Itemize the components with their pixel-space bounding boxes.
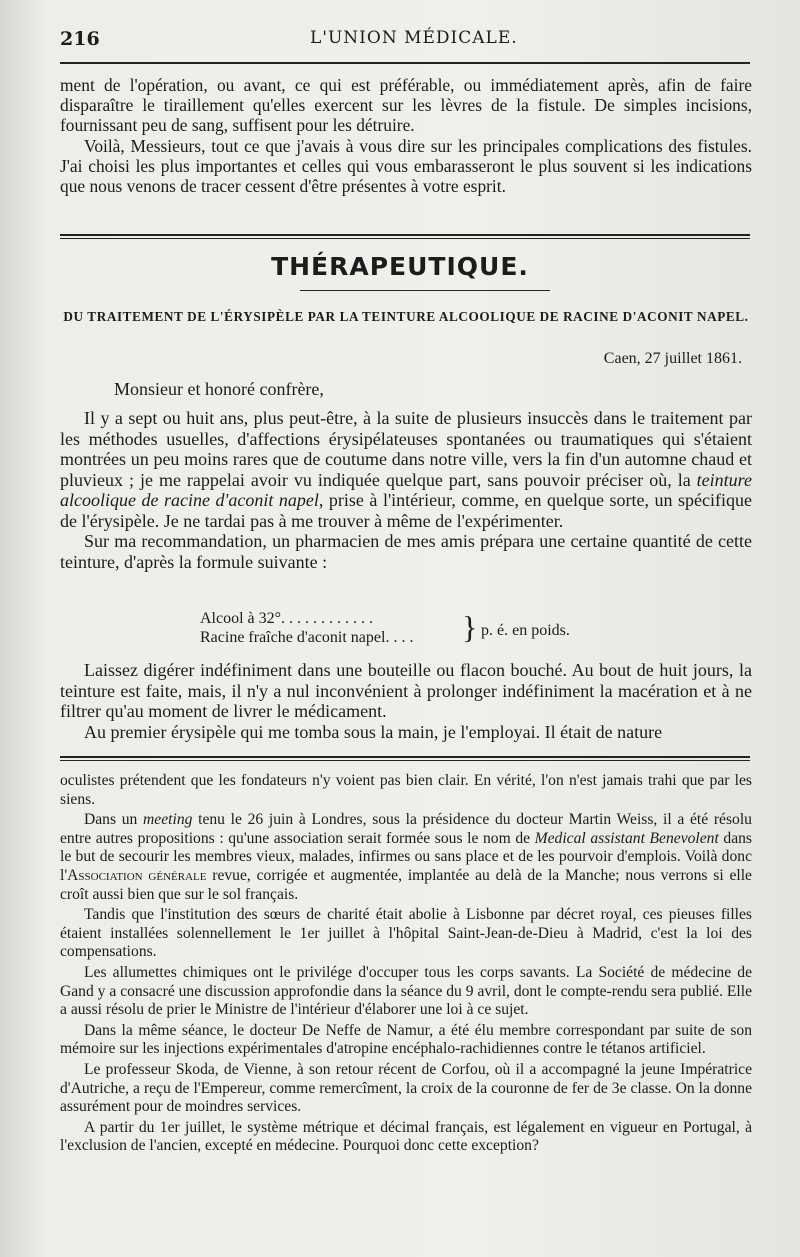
paragraph: Les allumettes chimiques ont le privilége d'occuper tous les corps savants. La Société de médecine de Gand y a consacré une discussion approfondie dans la séance du 9 avril, dont le compte-rendu sera publié. Elle a aussi résolu de prier le Ministre de l'intérieur d'élaborer une loi à ce sujet.	[60, 963, 752, 1019]
letter-body-continued	[60, 660, 752, 742]
running-head	[0, 28, 800, 58]
paragraph: oculistes prétendent que les fondateurs n'y voient pas bien clair. En vérité, l'on n'est jamais trahi que par les siens.	[60, 772, 752, 808]
text-run: tenu le 26 juin à Londres, sous la présidence du docteur Martin Weiss, il a été résolu entre autres propositions : qu'une association serait formée sous le nom de	[60, 811, 752, 847]
formula-quantity: p. é. en poids.	[481, 622, 570, 639]
formula-line: Racine fraîche d'aconit napel. . . .	[200, 629, 414, 646]
dateline: Caen, 27 juillet 1861.	[603, 350, 742, 367]
feuilleton-text	[60, 772, 752, 1156]
paragraph: ment de l'opération, ou avant, ce qui est préférable, ou immédiatement après, afin de faire disparaître le tiraillement qu'elles exercent sur les lèvres de la fistule. De simples incisions, fournissant peu de sang, suffisent pour les détruire.	[60, 75, 752, 136]
text-run: , prise à l'intérieur, comme, en quelque sorte, un spécifique de l'érysipèle. Je ne tardai pas à me trouver à même de l'expérimenter.	[60, 490, 752, 531]
paragraph	[60, 408, 752, 531]
paragraph: Voilà, Messieurs, tout ce que j'avais à vous dire sur les principales complications des fistules. J'ai choisi les plus importantes et celles qui vous embarasseront le plus souvent si les indications que nous venons de tracer cessent d'être présentes à votre esprit.	[60, 135, 752, 197]
italic-term: meeting	[143, 811, 193, 829]
paragraph: Le professeur Skoda, de Vienne, à son retour récent de Corfou, où il a accompagné la jeune Impératrice d'Autriche, a reçu de l'Empereur, comme remercîment, la croix de la couronne de fer de 3e classe. On la donne assurément pour de moindres services.	[60, 1060, 752, 1116]
paragraph: Au premier érysipèle qui me tomba sous la main, je l'employai. Il était de nature	[84, 721, 663, 742]
text-run: Dans un	[84, 811, 144, 829]
paragraph: Laissez digérer indéfiniment dans une bouteille ou flacon bouché. Au bout de huit jours, la teinture est faite, mais, il n'y a nul inconvénient à prolonger indéfiniment la macération et à ne filtrer qu'au moment de livrer le médicament.	[60, 660, 752, 721]
brace: }	[462, 609, 478, 645]
page-number: 216	[60, 28, 100, 50]
text-run: Il y a sept ou huit ans, plus peut-être, à la suite de plusieurs insuccès dans le traitement par les méthodes usuelles, d'affections érysipélateuses spontanées ou traumatiques qui s'étaient montrées un peu moins rares que de coutume dans notre ville, vers la fin d'un automne chaud et pluvieux ; je me rappelai avoir vu indiquée quelque part, sans pouvoir préciser où, la	[60, 408, 752, 490]
paragraph: Tandis que l'institution des sœurs de charité était abolie à Lisbonne par décret royal, ces pieuses filles étaient installées solennellement le 1er juillet à l'hôpital Saint-Jean-de-Dieu à Madrid, c'est la loi des compensations.	[60, 906, 752, 961]
formula-line: Alcool à 32°. . . . . . . . . . . .	[200, 610, 374, 627]
salutation: Monsieur et honoré confrère,	[114, 379, 324, 399]
surgery-lecture-text	[60, 75, 752, 196]
section-divider	[60, 234, 750, 239]
text-run: dans le but de secourir les membres vieux, malades, infirmes ou sans place et de les pourvoir d'emplois. Voilà donc l'	[60, 829, 752, 884]
italic-term: Medical assistant Benevolent	[534, 829, 719, 847]
header-rule	[60, 62, 750, 64]
italic-term: teinture alcoolique de racine d'aconit napel	[60, 469, 752, 510]
text-run: revue, corrigée et augmentée, implantée au delà de la Manche; nous verrons si elle croît aussi bien que sur le sol français.	[60, 866, 752, 903]
feuilleton-divider	[60, 756, 750, 761]
paragraph: Dans la même séance, le docteur De Neffe de Namur, a été élu membre correspondant par suite de son mémoire sur les injections expérimentales d'atropine encéphalo-rachidiennes contre le tétanos artificiel.	[60, 1021, 752, 1058]
journal-title: L'UNION MÉDICALE.	[310, 28, 518, 48]
small-caps-term: Association générale	[67, 866, 207, 884]
paragraph: Sur ma recommandation, un pharmacien de mes amis prépara une certaine quantité de cette teinture, d'après la formule suivante :	[60, 531, 752, 572]
paragraph: A partir du 1er juillet, le système métrique et décimal français, est légalement en vigueur en Portugal, à l'exclusion de l'ancien, excepté en médecine. Pourquoi donc cette exception?	[60, 1118, 752, 1155]
paragraph	[60, 811, 752, 904]
heading-rule	[300, 290, 550, 291]
article-title: DU TRAITEMENT DE L'ÉRYSIPÈLE PAR LA TEINTURE ALCOOLIQUE DE RACINE D'ACONIT NAPEL.	[63, 309, 749, 324]
letter-body	[60, 408, 752, 572]
section-heading: THÉRAPEUTIQUE.	[271, 252, 529, 281]
formula	[200, 609, 570, 647]
